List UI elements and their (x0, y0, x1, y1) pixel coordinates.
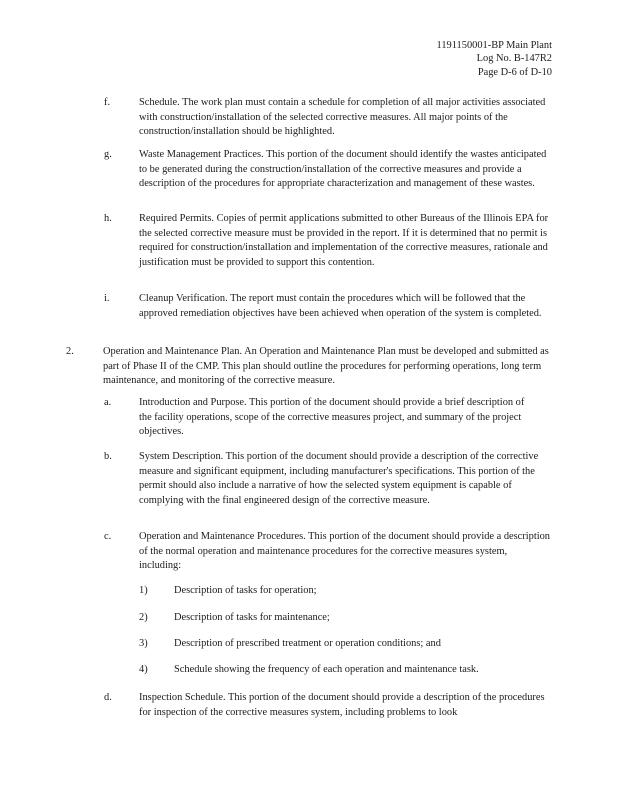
item-label: c. (104, 531, 112, 542)
header-page-number: Page D-6 of D-10 (477, 66, 552, 78)
item-text: Required Permits. Copies of permit applications submitted to other Bureaus of the Illinois EPA for the selected corrective measure must be provided in the report. If it is determined that no permit is required for construction/installation and implementation of the corrective measures, rationale and justification must be provided to support this contention. (139, 213, 549, 268)
item-text: Waste Management Practices. This portion of the document should identify the wastes anticipated to be generated during the construction/installation of the corrective measures and provide a description of the procedures for appropriate characterization and management of these wastes. (139, 149, 547, 190)
item-label: g. (104, 149, 112, 160)
item-label: 1) (139, 585, 148, 596)
item-text: Description of prescribed treatment or operation conditions; and (174, 638, 441, 649)
item-text: Introduction and Purpose. This portion of the document should provide a brief description of the facility operations, scope of the corrective measures project, and summary of the project objectives. (139, 397, 525, 438)
item-label: 2) (139, 612, 148, 623)
item-text: Schedule showing the frequency of each operation and maintenance task. (174, 664, 479, 675)
item-text: Description of tasks for operation; (174, 585, 317, 596)
item-text: System Description. This portion of the document should provide a description of the corrective measure and significant equipment, including manufacturer's specifications. This portion of the permit should also include a narrative of how the selected system equipment is capable of complying with the final engineered design of the corrective measure. (139, 451, 539, 506)
item-label: 4) (139, 664, 148, 675)
item-label: b. (104, 451, 112, 462)
item-label: i. (104, 293, 110, 304)
item-text: Operation and Maintenance Procedures. This portion of the document should provide a description of the normal operation and maintenance procedures for the corrective measures system, including: (139, 531, 550, 572)
item-label: 2. (66, 346, 74, 357)
item-text: Operation and Maintenance Plan. An Operation and Maintenance Plan must be developed and submitted as part of Phase II of the CMP. This plan should outline the procedures for performing operations, long term maintenance, and monitoring of the corrective measure. (103, 346, 549, 387)
item-text: Description of tasks for maintenance; (174, 612, 330, 623)
item-label: a. (104, 397, 112, 408)
item-label: h. (104, 213, 112, 224)
item-label: d. (104, 692, 112, 703)
page-header (437, 39, 552, 79)
item-label: 3) (139, 638, 148, 649)
item-text: Schedule. The work plan must contain a schedule for completion of all major activities associated with construction/installation of the selected corrective measures. All major points of the construction/installation should be highlighted. (139, 97, 546, 138)
item-text: Cleanup Verification. The report must contain the procedures which will be followed that the approved remediation objectives have been achieved when operation of the system is completed. (139, 293, 542, 319)
item-text: Inspection Schedule. This portion of the document should provide a description of the procedures for inspection of the corrective measures system, including problems to look (139, 692, 545, 718)
item-label: f. (104, 97, 111, 108)
header-facility-id: 1191150001-BP Main Plant (436, 40, 552, 51)
header-log-number: Log No. B-147R2 (476, 53, 552, 65)
